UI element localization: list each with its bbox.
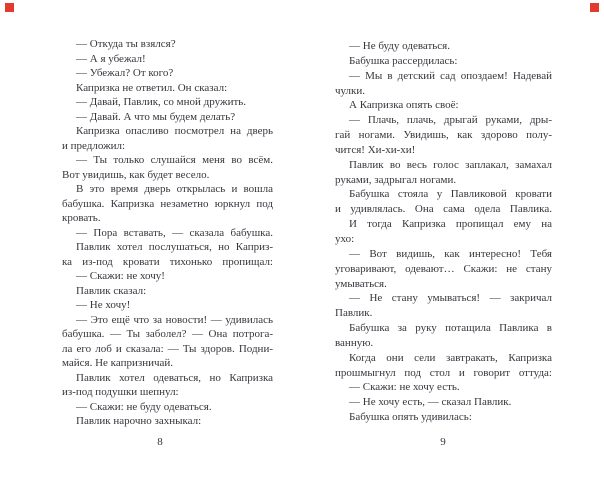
text-line: чулки. (335, 84, 366, 97)
text-line: — Плачь, плачь, дрыгай руками, дры- (349, 114, 552, 127)
text-line: чится! Хи-хи-хи! (335, 143, 416, 156)
text-line: — А я убежал! (76, 52, 146, 65)
text-line: — Не стану умываться! — закричал (349, 292, 552, 305)
text-line: — Ты только слушайся меня во всём. (76, 154, 273, 166)
text-line: — Пора вставать, — сказала бабушка. (76, 226, 273, 239)
text-line: ухо: (335, 232, 355, 245)
text-line: Капризка опасливо посмотрел на дверь (76, 125, 273, 137)
text-line: Павлик. (335, 307, 373, 320)
text-line: Павлик хотел послушаться, но Каприз- (76, 241, 273, 253)
text-line: В это время дверь открылась и вошла (76, 183, 273, 195)
text-line: — Вот видишь, как интересно! Тебя (349, 247, 552, 260)
text-line: — Не хочу есть, — сказал Павлик. (349, 396, 512, 409)
text-lines (62, 37, 273, 429)
text-line: Бабушка стояла у Павликовой кровати (349, 188, 552, 201)
text-line: кровать. (62, 212, 101, 224)
text-line: — Откуда ты взялся? (76, 38, 176, 50)
text-line: умываться. (335, 277, 387, 290)
text-line: — Скажи: не буду одеваться. (76, 400, 212, 413)
text-line: ла его лоб и сказала: — Ты здоров. Подни- (62, 342, 273, 355)
text-line: — Не буду одеваться. (349, 40, 450, 52)
text-line: Павлик сказал: (76, 284, 147, 297)
text-line: и предложил: (62, 139, 126, 152)
text-line: Вот увидишь, как будет весело. (62, 168, 210, 181)
text-line: Когда они сели завтракать, Капризка (349, 351, 552, 364)
text-line: прошмыгнул под стол и говорит оттуда: (335, 366, 552, 379)
text-line: — Мы в детский сад опоздаем! Надевай (349, 69, 552, 82)
text-line: бабушка. — Ты заболел? — Она потрога- (62, 328, 273, 340)
text-line: А Капризка опять своё: (349, 99, 459, 112)
text-line: уговаривают, одевают… Скажи: не стану (335, 262, 552, 275)
text-line: Бабушка за руку потащила Павлика в (349, 322, 552, 335)
text-line: Павлик хотел одеваться, но Капризка (76, 371, 273, 384)
page-number-left: 8 (157, 436, 163, 448)
text-line: И тогда Капризка пропищал ему на (349, 218, 552, 231)
text-line: — Не хочу! (76, 299, 131, 311)
text-line: ванную. (335, 336, 374, 349)
text-line: — Давай, Павлик, со мной дружить. (76, 96, 247, 108)
text-line: — Это ещё что за новости! — удивилась (76, 313, 273, 326)
text-line: майся. Не капризничай. (62, 357, 174, 369)
text-line: — Скажи: не хочу есть. (349, 381, 460, 394)
text-line: бабушка. Капризка незаметно юркнул под (62, 197, 273, 210)
text-line: — Скажи: не хочу! (76, 270, 165, 282)
text-line: Бабушка опять удивилась: (349, 411, 472, 424)
text-line: — Убежал? От кого? (76, 67, 174, 79)
text-lines (335, 39, 552, 425)
text-line: Павлик во весь голос заплакал, замахал (349, 158, 552, 171)
text-line: Бабушка рассердилась: (349, 54, 458, 67)
text-line: ка из-под кровати тихонько пропищал: (62, 255, 273, 268)
text-line: руками, задрыгал ногами. (335, 173, 457, 186)
text-line: из-под подушки шепнул: (62, 386, 179, 398)
text-line: и удивлялась. Она сама одела Павлика. (335, 203, 552, 216)
text-line: — Давай. А что мы будем делать? (76, 110, 236, 123)
text-line: Капризка не ответил. Он сказал: (76, 81, 228, 94)
page-number-right: 9 (440, 436, 446, 448)
text-line: гай ногами. Увидишь, как здорово полу- (335, 129, 552, 142)
text-line: Павлик нарочно захныкал: (76, 415, 202, 427)
page-right (302, 0, 604, 492)
